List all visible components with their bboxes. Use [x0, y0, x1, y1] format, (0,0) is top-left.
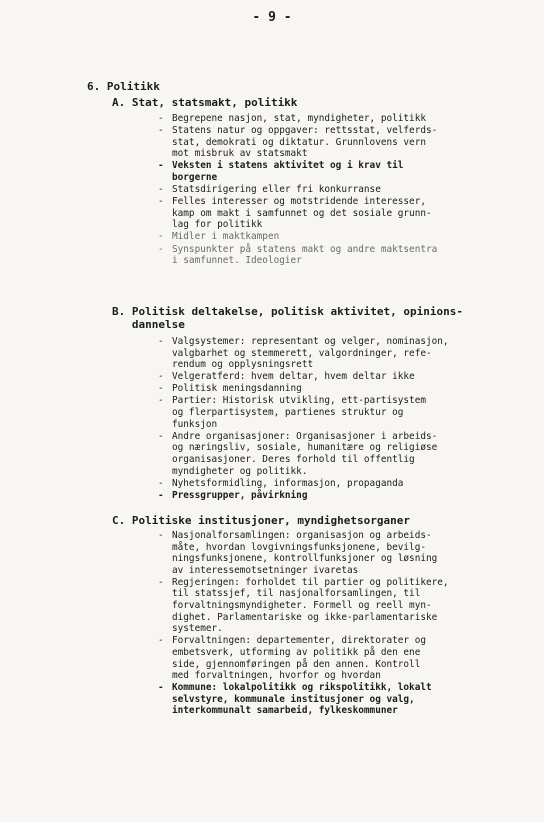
list-item: - Veksten i statens aktivitet og i krav til borgerne [158, 160, 530, 183]
page-number: - 9 - [252, 10, 292, 25]
list-item: - Nasjonalforsamlingen: organisasjon og arbeids- måte, hvordan lovgivningsfunksjonene, bevilg- ningsfunksjonene, kontrollfunksjoner og løsning av interessemotsetninger ivaretas [158, 530, 530, 576]
subsection-b-list [158, 336, 530, 502]
list-item: - Forvaltningen: departementer, direktorater og embetsverk, utforming av politikk på den ene side, gjennomføringen på den annen. Kontroll med forvaltningen, hvorfor og hvordan [158, 635, 530, 681]
subsection-a-list [158, 113, 530, 267]
section-title: 6. Politikk [87, 80, 160, 93]
list-item: - Velgeratferd: hvem deltar, hvem deltar ikke [158, 371, 530, 383]
list-item: - Midler i maktkampen [158, 231, 530, 243]
list-item: - Pressgrupper, påvirkning [158, 490, 530, 502]
list-item: - Statsdirigering eller fri konkurranse [158, 184, 530, 196]
list-item: - Regjeringen: forholdet til partier og politikere, til statssjef, til nasjonalforsamlingen, til forvaltningsmyndigheter. Formell og reell myn- dighet. Parlamentariske og ikke-parlamentariske systemer. [158, 577, 530, 635]
list-item: - Andre organisasjoner: Organisasjoner i arbeids- og næringsliv, sosiale, humanitære og religiøse organisasjoner. Deres forhold til offentlig myndigheter og politikk. [158, 431, 530, 477]
list-item: - Felles interesser og motstridende interesser, kamp om makt i samfunnet og det sosiale grunn- lag for politikk [158, 196, 530, 231]
subsection-c-list [158, 530, 530, 718]
list-item: - Partier: Historisk utvikling, ett-partisystem og flerpartisystem, partienes struktur og funksjon [158, 395, 530, 430]
list-item: - Kommune: lokalpolitikk og rikspolitikk, lokalt selvstyre, kommunale institusjoner og valg, interkommunalt samarbeid, fylkeskommuner [158, 682, 530, 717]
list-item: - Synspunkter på statens makt og andre maktsentra i samfunnet. Ideologier [158, 244, 530, 267]
subsection-b-heading: B. Politisk deltakelse, politisk aktivitet, opinions- dannelse [112, 305, 463, 331]
list-item: - Statens natur og oppgaver: rettsstat, velferds- stat, demokrati og diktatur. Grunnlovens vern mot misbruk av statsmakt [158, 125, 530, 160]
list-item: - Politisk meningsdanning [158, 383, 530, 395]
list-item: - Begrepene nasjon, stat, myndigheter, politikk [158, 113, 530, 125]
subsection-a-heading: A. Stat, statsmakt, politikk [112, 96, 298, 109]
list-item: - Valgsystemer: representant og velger, nominasjon, valgbarhet og stemmerett, valgordninger, refe- rendum og opplysningsrett [158, 336, 530, 371]
subsection-c-heading: C. Politiske institusjoner, myndighetsorganer [112, 514, 411, 527]
list-item: - Nyhetsformidling, informasjon, propaganda [158, 478, 530, 490]
